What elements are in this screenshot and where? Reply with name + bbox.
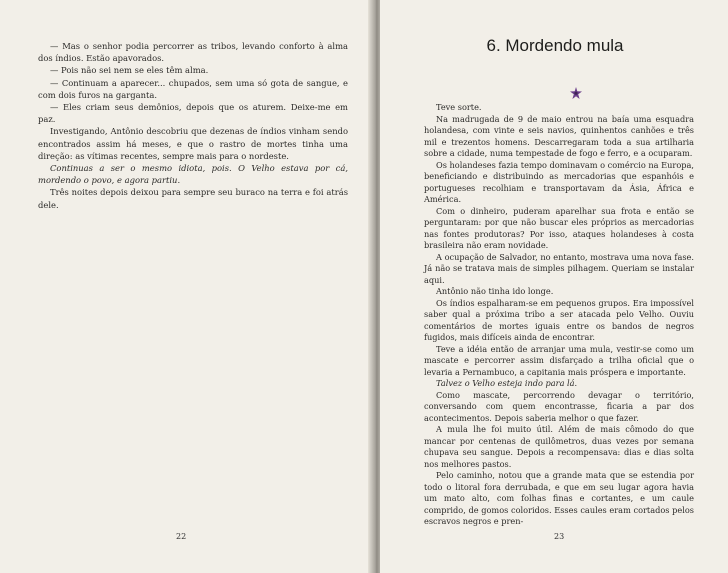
paragraph: Talvez o Velho esteja indo para lá. [436,378,578,388]
paragraph: A mula lhe foi muito útil. Além de mais cômodo do que mancar por centenas de quilômetros, duas vezes por semana chupava seu sangue. Depois a recompensava: dias e dias solta nos melhores pastos. [424,424,694,469]
paragraph: Investigando, Antônio descobriu que dezenas de índios vinham sendo encontrados assim há meses, e que o rastro de mortes tinha uma direção: as vítimas recentes, sempre mais para o nordeste. [38,126,348,161]
paragraph: Teve a idéia então de arranjar uma mula, vestir-se como um mascate e percorrer assim disfarçado a trilha oficial que o levaria a Pernambuco, a capitania mais próspera e importante. [424,343,694,377]
flower-ornament-icon [569,86,583,100]
paragraph: — Pois não sei nem se eles têm alma. [50,65,209,76]
right-page [380,0,728,573]
paragraph: Teve sorte. [436,102,482,112]
page-number-left: 22 [176,532,187,541]
paragraph: Os índios espalharam-se em pequenos grupos. Era impossível saber qual a próxima tribo a ser atacada pelo Velho. Ouviu comentários de mortes iguais entre os bandos de negros fugidos, mais difíceis ainda de encontrar. [424,297,694,342]
paragraph: Três noites depois deixou para sempre seu buraco na terra e foi atrás dele. [38,187,348,210]
paragraph: — Continuam a aparecer... chupados, sem uma só gota de sangue, e com dois furos na garganta. [38,77,348,100]
paragraph: Pelo caminho, notou que a grande mata que se estendia por todo o litoral fora derrubada, e que em seu lugar agora havia um mato alto, com folhas finas e cortantes, e um caule comprido, de gomos coloridos. Esses caules eram cortados pelos escravos negros e pren- [424,470,694,526]
paragraph: Com o dinheiro, puderam aparelhar sua frota e então se perguntaram: por que não buscar eles próprios as mercadorias nas fontes produtoras? Por isso, ataques holandeses à costa brasileira não eram novidade. [424,205,694,250]
paragraph: — Mas o senhor podia percorrer as tribos, levando conforto à alma dos índios. Estão apavorados. [38,41,348,64]
paragraph: — Eles criam seus demônios, depois que os aturem. Deixe-me em paz. [38,102,348,125]
paragraph: Como mascate, percorrendo devagar o território, conversando com quem encontrasse, ficaria a par dos acontecimentos. Depois saberia melhor o que fazer. [424,389,694,423]
paragraph: Continuas a ser o mesmo idiota, pois. O Velho estava por cá, mordendo o povo, e agora partiu. [38,163,348,186]
right-page-text [424,102,694,528]
paragraph: Antônio não tinha ido longe. [436,286,554,296]
page-number-right: 23 [554,532,565,541]
chapter-title: 6. Mordendo mula [486,36,624,55]
left-page-text [38,40,348,211]
paragraph: Na madrugada de 9 de maio entrou na baía uma esquadra holandesa, com vinte e seis navios, quinhentos canhões e três mil e trezentos homens. Descarregaram toda a sua artilharia sobre a cidade, numa tempestade de fogo e ferro, e a ocuparam. [424,113,694,158]
paragraph: A ocupação de Salvador, no entanto, mostrava uma nova fase. Já não se tratava mais de simples pilhagem. Queriam se instalar aqui. [424,251,694,285]
paragraph: Os holandeses fazia tempo dominavam o comércio na Europa, beneficiando e distribuindo as mercadorias que espanhóis e portugueses recolhiam e transportavam da Ásia, África e América. [424,159,694,204]
